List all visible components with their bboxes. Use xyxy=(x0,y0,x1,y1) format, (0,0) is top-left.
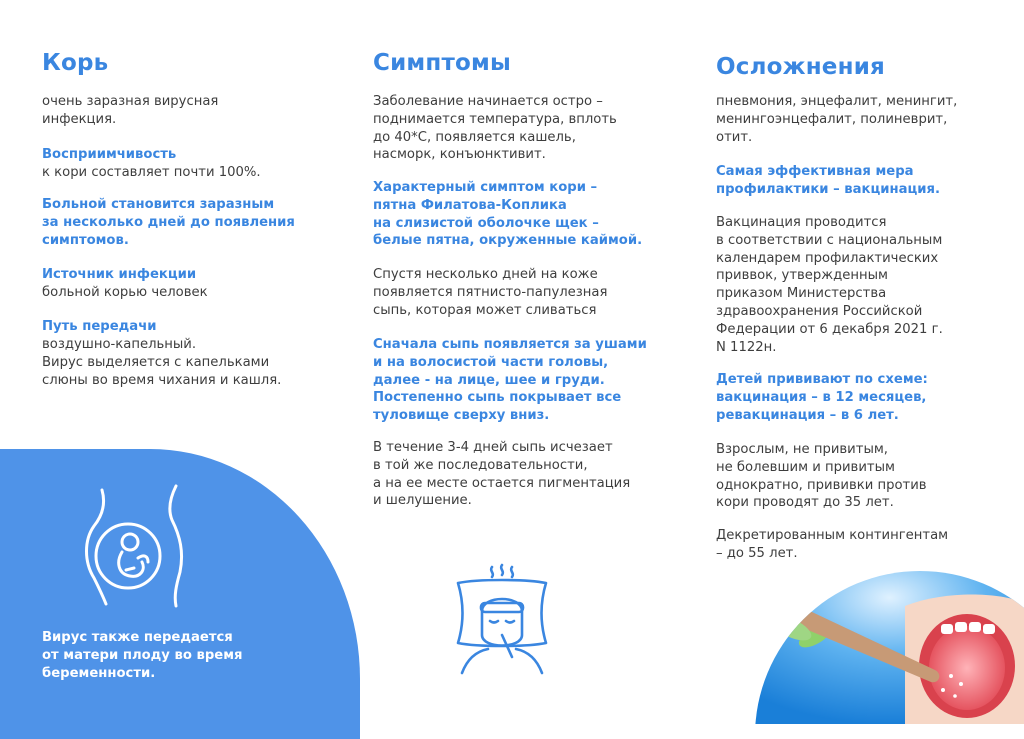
measles-intro: очень заразная вирусная инфекция. xyxy=(42,94,219,127)
susceptibility-label: Восприимчивость xyxy=(42,147,177,162)
pregnant-woman-icon xyxy=(72,482,202,612)
adults-text: Взрослым, не привитым, не болевшим и привитым однократно, прививки против кори проводят до 35 лет. xyxy=(716,442,927,511)
symptoms-title: Симптомы xyxy=(373,50,512,76)
rash-spread-note: Сначала сыпь появляется за ушами и на волосистой части головы, далее - на лице, шее и груди. Постепенно сыпь покрывает все туловище сверху вниз. xyxy=(373,337,647,424)
transmission-label: Путь передачи xyxy=(42,319,157,334)
contingents-text: Декретированным контингентам – до 55 лет. xyxy=(716,528,949,561)
rash-fade-text: В течение 3-4 дней сыпь исчезает в той же последовательности, а на ее месте остается пигментация и шелушение. xyxy=(373,440,631,509)
prevention-note: Самая эффективная мера профилактики – вакцинация. xyxy=(716,164,941,197)
contagious-note: Больной становится заразным за несколько дней до появления симптомов. xyxy=(42,197,295,248)
susceptibility-text: к кори составляет почти 100%. xyxy=(42,165,261,180)
sick-person-in-bed-icon xyxy=(448,563,556,675)
koplik-note: Характерный симптом кори – пятна Филатова-Коплика на слизистой оболочке щек – белые пятна, окруженные каймой. xyxy=(373,180,643,249)
onset-text: Заболевание начинается остро – поднимается температура, вплоть до 40*С, появляется кашель, насморк, конъюнктивит. xyxy=(373,94,617,163)
pregnancy-note: Вирус также передается от матери плоду во время беременности. xyxy=(42,630,243,681)
complications-text: пневмония, энцефалит, менингит, менингоэнцефалит, полиневрит, отит. xyxy=(716,94,958,145)
open-mouth-spatula-illustration xyxy=(755,566,1024,724)
measles-title: Корь xyxy=(42,50,109,76)
source-text: больной корью человек xyxy=(42,285,208,300)
vaccination-text: Вакцинация проводится в соответствии с национальным календарем профилактических приввок, утвержденным приказом Министерства здравоохранения Российской Федерации от 6 декабря 2021 г. N 1122н. xyxy=(716,215,943,355)
rash-text: Спустя несколько дней на коже появляется пятнисто-папулезная сыпь, которая может сливаться xyxy=(373,267,608,318)
source-label: Источник инфекции xyxy=(42,267,197,282)
schedule-note: Детей прививают по схеме: вакцинация – в 12 месяцев, ревакцинация – в 6 лет. xyxy=(716,372,928,423)
transmission-text: воздушно-капельный. Вирус выделяется с капельками слюны во время чихания и кашля. xyxy=(42,337,282,388)
complications-title: Осложнения xyxy=(716,54,885,80)
